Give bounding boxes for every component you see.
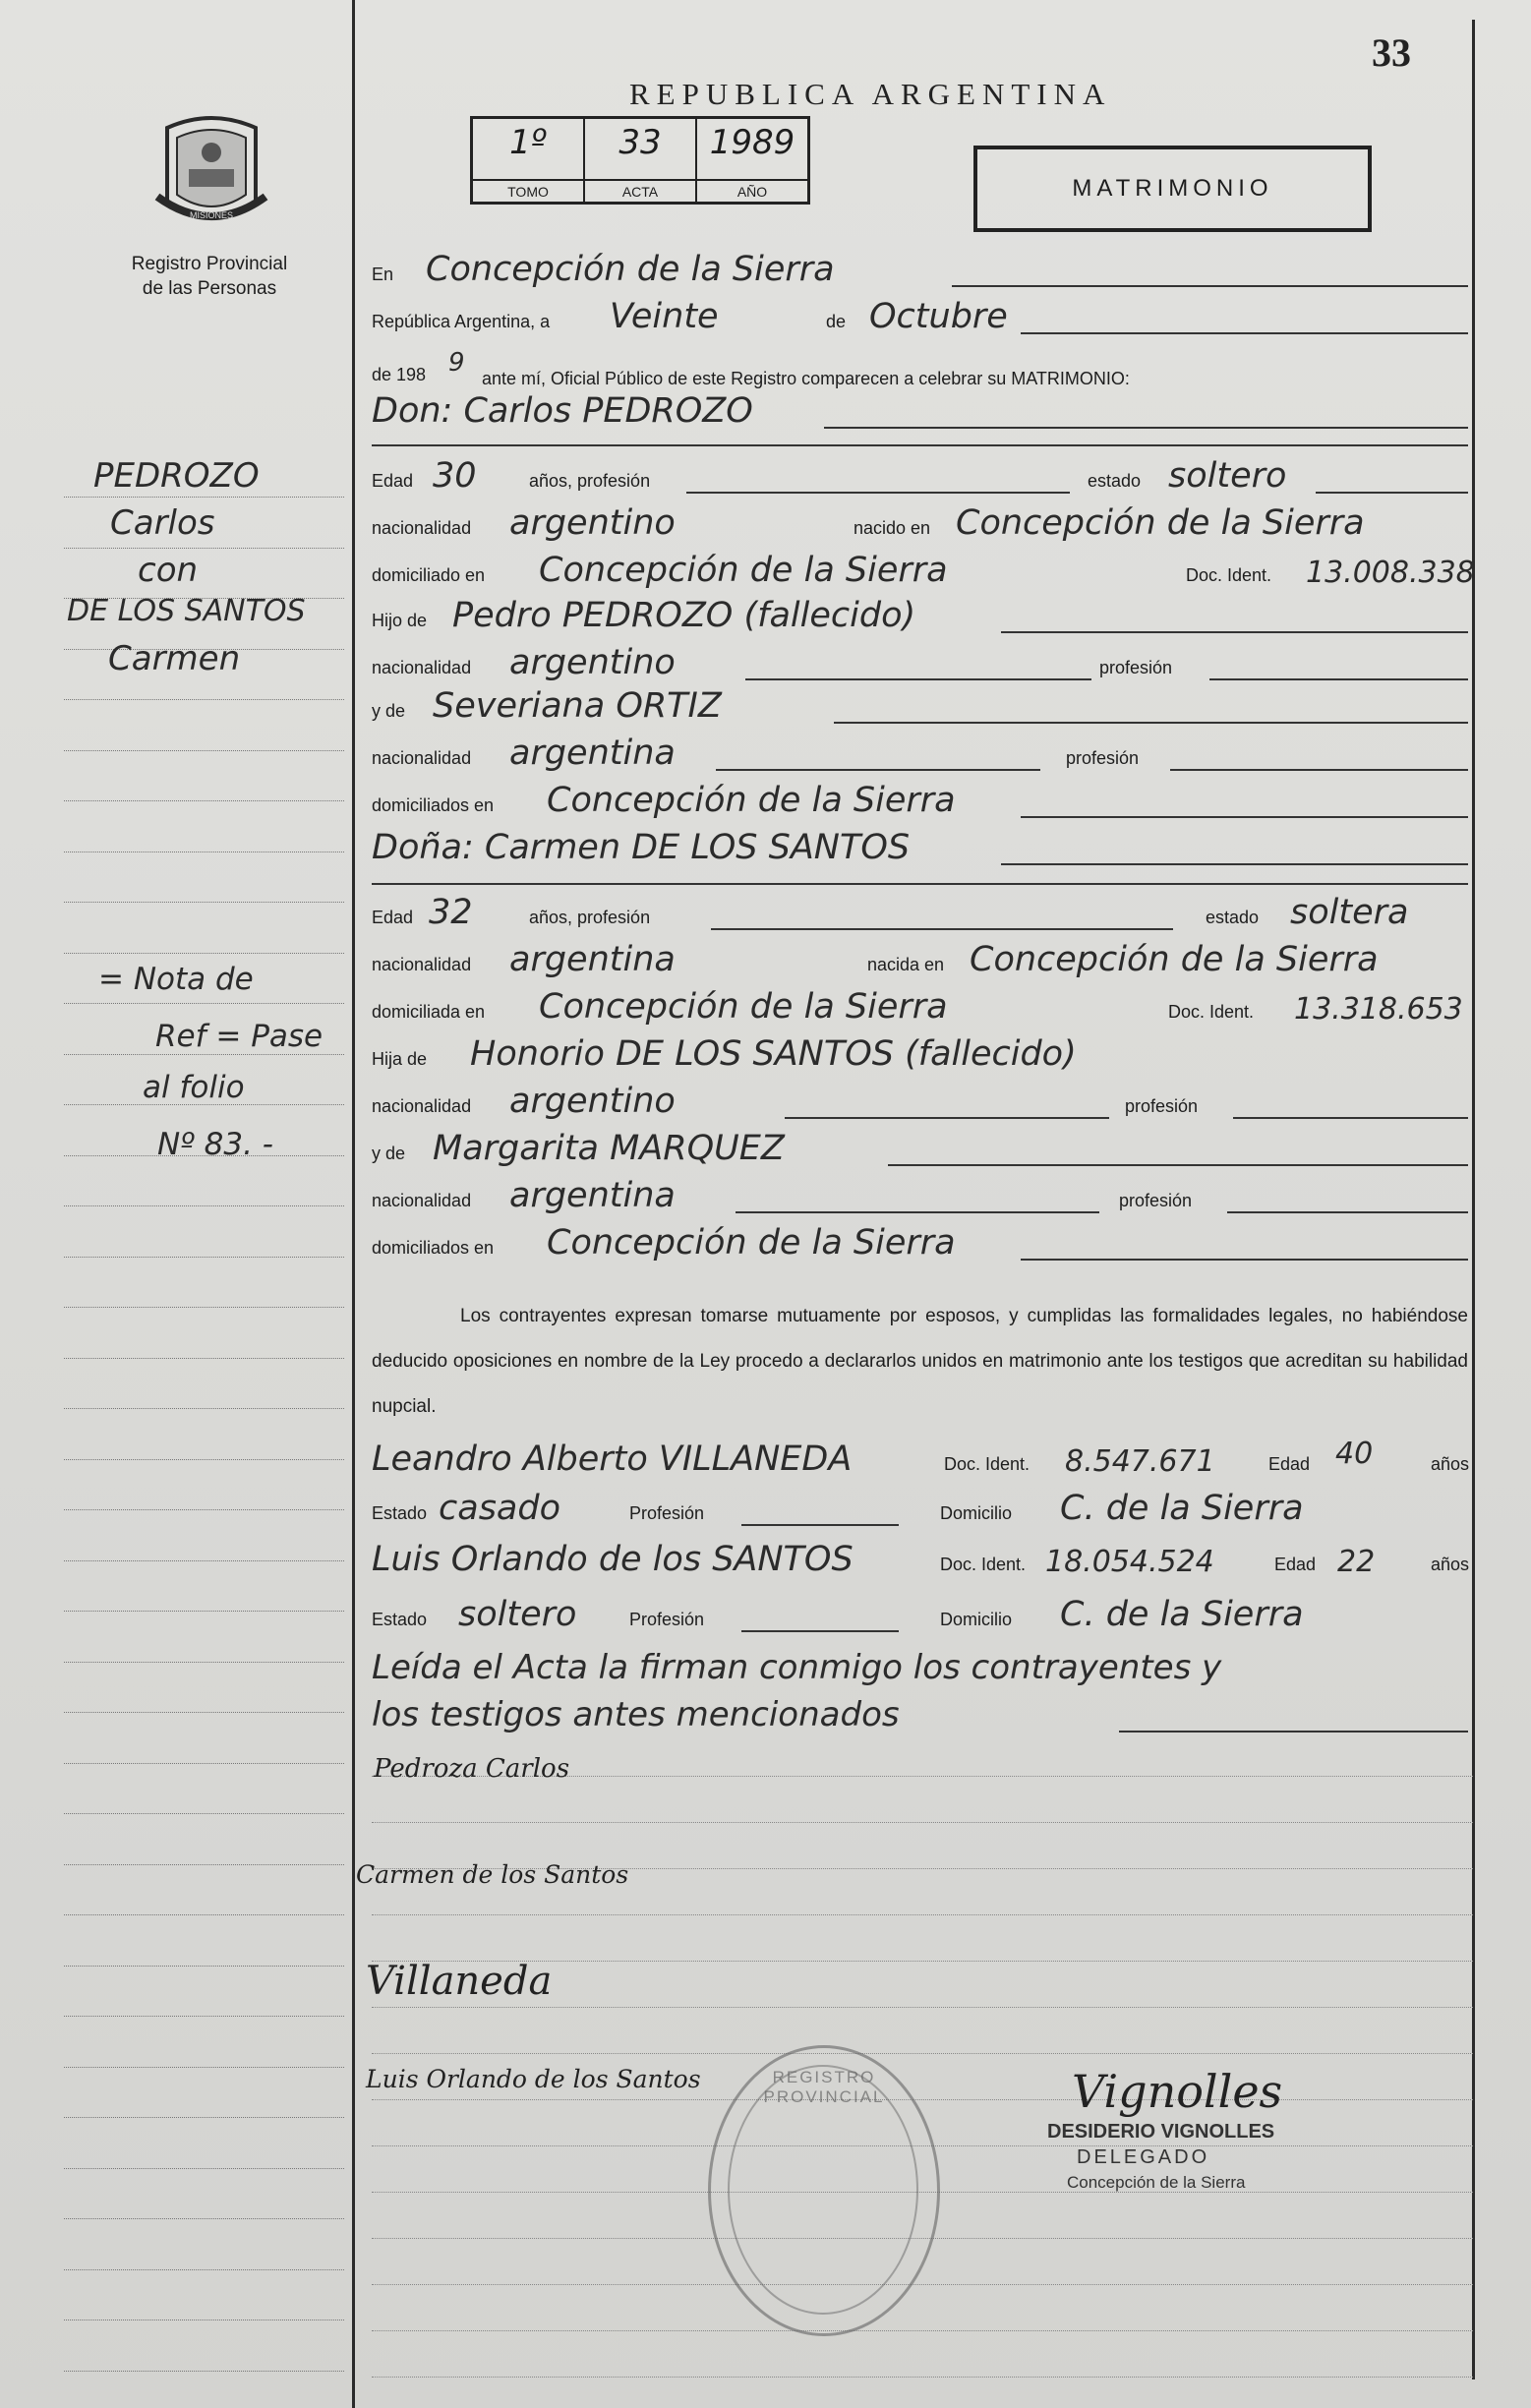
bride-mother-nat-row bbox=[372, 1170, 1468, 1217]
nacida-label: nacida en bbox=[867, 955, 945, 974]
groom-father-row bbox=[372, 590, 1468, 637]
official-name: DESIDERIO VIGNOLLES bbox=[1047, 2121, 1275, 2143]
bride-doc: 13.318.653 bbox=[1294, 992, 1463, 1027]
official-signature: Vignolles bbox=[1072, 2065, 1283, 2118]
signature-ruled-line bbox=[372, 2284, 1473, 2285]
margin-surname-bride: DE LOS SANTOS bbox=[67, 594, 306, 628]
place-value: Concepción de la Sierra bbox=[426, 250, 835, 289]
underline bbox=[1119, 1731, 1468, 1733]
signature-ruled-line bbox=[372, 2007, 1473, 2008]
place-underline bbox=[952, 285, 1468, 287]
signature-witness-1: Villaneda bbox=[366, 1959, 553, 2004]
margin-ruled-line bbox=[64, 1611, 344, 1612]
acta-label: ACTA bbox=[585, 179, 695, 200]
edad-label: Edad bbox=[1274, 1555, 1317, 1574]
witness1-doc: 8.547.671 bbox=[1065, 1444, 1215, 1479]
anio-label: AÑO bbox=[697, 179, 807, 200]
bride-age-row bbox=[372, 887, 1468, 934]
domicilio-label: Domicilio bbox=[940, 1610, 1013, 1629]
profesion-label: profesión bbox=[1099, 658, 1173, 677]
groom-father: Pedro PEDROZO (fallecido) bbox=[452, 596, 916, 635]
margin-ruled-line bbox=[64, 2218, 344, 2219]
underline bbox=[736, 1211, 1099, 1213]
doc-label: Doc. Ident. bbox=[940, 1555, 1027, 1574]
signature-ruled-line bbox=[372, 1914, 1473, 1915]
hijo-label: Hijo de bbox=[372, 611, 428, 630]
margin-ruled-line bbox=[64, 953, 344, 954]
official-role: DELEGADO bbox=[1077, 2146, 1210, 2168]
estado-label: estado bbox=[1206, 908, 1260, 927]
bride-nationality-row bbox=[372, 934, 1468, 981]
estado-label: estado bbox=[1088, 471, 1142, 491]
bride-underline bbox=[1001, 863, 1468, 865]
rule bbox=[372, 883, 1468, 885]
underline bbox=[741, 1524, 899, 1526]
margin-ruled-line bbox=[64, 800, 344, 801]
witness2-row bbox=[372, 1534, 1468, 1581]
witness2-doc: 18.054.524 bbox=[1045, 1545, 1214, 1579]
father-underline bbox=[1001, 631, 1468, 633]
groom-mother-nationality: argentina bbox=[509, 734, 676, 773]
anio-cell bbox=[697, 119, 807, 202]
groom-status: soltero bbox=[1168, 456, 1287, 496]
margin-ruled-line bbox=[64, 1864, 344, 1865]
groom-father-nat-row bbox=[372, 637, 1468, 684]
rule bbox=[372, 444, 1468, 446]
anios-label: años bbox=[1431, 1555, 1470, 1574]
registry-line-1: Registro Provincial bbox=[131, 254, 288, 274]
bride-father-nat-row bbox=[372, 1076, 1468, 1123]
edad-label: Edad bbox=[372, 908, 414, 927]
underline bbox=[834, 722, 1468, 724]
margin-ruled-line bbox=[64, 1763, 344, 1764]
margin-surname-groom: PEDROZO bbox=[93, 456, 260, 496]
tomo-cell bbox=[473, 119, 585, 202]
bride-mother-row bbox=[372, 1123, 1468, 1170]
bride-nationality: argentina bbox=[509, 940, 676, 979]
bride-parents-domicile: Concepción de la Sierra bbox=[547, 1223, 956, 1263]
margin-name-groom: Carlos bbox=[110, 503, 215, 543]
underline bbox=[741, 1630, 899, 1632]
groom-father-nationality: argentino bbox=[509, 643, 676, 682]
groom-doc: 13.008.338 bbox=[1306, 556, 1475, 590]
signature-witness-2: Luis Orlando de los Santos bbox=[366, 2065, 701, 2093]
witness1-details-row bbox=[372, 1483, 1468, 1530]
margin-ruled-line bbox=[64, 2371, 344, 2372]
margin-ruled-line bbox=[64, 1662, 344, 1663]
republica-label: República Argentina, a bbox=[372, 312, 551, 331]
signature-ruled-line bbox=[372, 2330, 1473, 2331]
margin-ruled-line bbox=[64, 750, 344, 751]
closing-row-1 bbox=[372, 1642, 1468, 1689]
right-border bbox=[1472, 20, 1475, 2379]
underline bbox=[1170, 769, 1468, 771]
date-underline bbox=[1021, 332, 1468, 334]
underline bbox=[1233, 1117, 1468, 1119]
closing-text-2: los testigos antes mencionados bbox=[372, 1695, 900, 1734]
margin-ruled-line bbox=[64, 1358, 344, 1359]
yde-label: y de bbox=[372, 701, 406, 721]
signature-ruled-line bbox=[372, 2053, 1473, 2054]
margin-note-line-2: Ref = Pase bbox=[155, 1019, 324, 1054]
underline bbox=[711, 928, 1173, 930]
margin-ruled-line bbox=[64, 1408, 344, 1409]
groom-mother-row bbox=[372, 680, 1468, 728]
groom-domicile: Concepción de la Sierra bbox=[539, 551, 948, 590]
witness2-age: 22 bbox=[1337, 1545, 1376, 1579]
groom-row bbox=[372, 385, 1468, 433]
declaration-paragraph: Los contrayentes expresan tomarse mutuamente por esposos, y cumplidas las formalidades legales, no habiéndose deducido oposiciones en nombre de la Ley procedo a declararlos unidos en matrimonio ante los testigos que acreditan su habilidad nupcial. bbox=[372, 1306, 1468, 1417]
groom-mother: Severiana ORTIZ bbox=[433, 686, 722, 726]
stamp-text: REGISTRO PROVINCIAL bbox=[763, 2068, 885, 2106]
margin-note-line-1: = Nota de bbox=[98, 962, 254, 997]
bride-status: soltera bbox=[1290, 893, 1409, 932]
bride-row bbox=[372, 822, 1468, 869]
nacionalidad-label: nacionalidad bbox=[372, 1191, 472, 1210]
acta-value: 33 bbox=[618, 123, 662, 162]
official-block bbox=[1047, 2119, 1274, 2196]
official-place: Concepción de la Sierra bbox=[1067, 2173, 1246, 2192]
year-prefix: de 198 bbox=[372, 365, 427, 384]
witness1-row bbox=[372, 1434, 1468, 1481]
bride-birthplace: Concepción de la Sierra bbox=[970, 940, 1379, 979]
underline bbox=[1021, 1259, 1468, 1261]
en-label: En bbox=[372, 264, 394, 284]
de-label: de bbox=[826, 312, 847, 331]
edad-label: Edad bbox=[372, 471, 414, 491]
groom-nationality-row bbox=[372, 498, 1468, 545]
margin-ruled-line bbox=[64, 497, 344, 498]
bride-mother: Margarita MARQUEZ bbox=[433, 1129, 785, 1168]
margin-ruled-line bbox=[64, 2269, 344, 2270]
witness2-details-row bbox=[372, 1589, 1468, 1636]
domiciliado-label: domiciliado en bbox=[372, 565, 486, 585]
groom-parents-domicile: Concepción de la Sierra bbox=[547, 781, 956, 820]
groom-age: 30 bbox=[433, 456, 477, 496]
anios-label: años, profesión bbox=[529, 471, 651, 491]
signature-groom: Pedroza Carlos bbox=[374, 1754, 570, 1784]
domiciliada-label: domiciliada en bbox=[372, 1002, 486, 1022]
domicilio-label: Domicilio bbox=[940, 1503, 1013, 1523]
status-underline bbox=[1316, 492, 1468, 494]
margin-ruled-line bbox=[64, 1813, 344, 1814]
profesion-label: Profesión bbox=[629, 1503, 705, 1523]
margin-ruled-line bbox=[64, 1509, 344, 1510]
doc-label: Doc. Ident. bbox=[944, 1454, 1030, 1474]
groom-mother-nat-row bbox=[372, 728, 1468, 775]
bride-domicile-row bbox=[372, 981, 1468, 1028]
bride-age: 32 bbox=[429, 893, 473, 932]
nacionalidad-label: nacionalidad bbox=[372, 658, 472, 677]
domiciliados-label: domiciliados en bbox=[372, 795, 495, 815]
underline bbox=[888, 1164, 1468, 1166]
underline bbox=[785, 1117, 1109, 1119]
groom-parents-domicile-row bbox=[372, 775, 1468, 822]
stamp-inner-ring bbox=[728, 2065, 918, 2315]
margin-ruled-line bbox=[64, 548, 344, 549]
page-number: 33 bbox=[1372, 30, 1411, 75]
margin-ruled-line bbox=[64, 2117, 344, 2118]
witness2-name: Luis Orlando de los SANTOS bbox=[372, 1540, 854, 1579]
bride-father: Honorio DE LOS SANTOS (fallecido) bbox=[470, 1034, 1077, 1074]
margin-ruled-line bbox=[64, 1257, 344, 1258]
province-seal-icon bbox=[147, 108, 275, 236]
margin-ruled-line bbox=[64, 1054, 344, 1055]
witness2-domicile: C. de la Sierra bbox=[1060, 1595, 1304, 1634]
nacionalidad-label: nacionalidad bbox=[372, 518, 472, 538]
seal-text: MISIONES bbox=[189, 210, 234, 220]
groom-nationality: argentino bbox=[509, 503, 676, 543]
margin-ruled-line bbox=[64, 902, 344, 903]
profesion-label: profesión bbox=[1125, 1096, 1199, 1116]
registry-line-2: de las Personas bbox=[142, 278, 277, 299]
margin-ruled-line bbox=[64, 1459, 344, 1460]
anios-label: años bbox=[1431, 1454, 1470, 1474]
margin-ruled-line bbox=[64, 1205, 344, 1206]
day-value: Veinte bbox=[610, 297, 719, 336]
nacionalidad-label: nacionalidad bbox=[372, 1096, 472, 1116]
margin-ruled-line bbox=[64, 1560, 344, 1561]
bride-father-nationality: argentino bbox=[509, 1082, 676, 1121]
tomo-label: TOMO bbox=[473, 179, 583, 200]
intro-row bbox=[372, 344, 1468, 391]
margin-ruled-line bbox=[64, 1003, 344, 1004]
place-row bbox=[372, 244, 1468, 291]
margin-note-line-4: Nº 83. - bbox=[157, 1127, 273, 1162]
margin-ruled-line bbox=[64, 1914, 344, 1915]
estado-label: Estado bbox=[372, 1503, 428, 1523]
margin-ruled-line bbox=[64, 2016, 344, 2017]
margin-ruled-line bbox=[64, 1307, 344, 1308]
profesion-label: Profesión bbox=[629, 1610, 705, 1629]
year-digit: 9 bbox=[448, 348, 465, 378]
profesion-label: profesión bbox=[1119, 1191, 1193, 1210]
margin-divider bbox=[352, 0, 355, 2408]
closing-row-2 bbox=[372, 1689, 1468, 1736]
bride-father-row bbox=[372, 1028, 1468, 1076]
domiciliados-label: domiciliados en bbox=[372, 1238, 495, 1258]
anios-label: años, profesión bbox=[529, 908, 651, 927]
margin-con: con bbox=[138, 551, 199, 590]
profesion-label: profesión bbox=[1066, 748, 1140, 768]
profession-underline bbox=[686, 492, 1070, 494]
witness1-age: 40 bbox=[1335, 1437, 1374, 1471]
month-value: Octubre bbox=[869, 297, 1008, 336]
signature-bride: Carmen de los Santos bbox=[356, 1860, 629, 1889]
underline bbox=[1227, 1211, 1468, 1213]
groom-domicile-row bbox=[372, 545, 1475, 592]
groom-age-row bbox=[372, 450, 1468, 498]
nacionalidad-label: nacionalidad bbox=[372, 955, 472, 974]
hija-label: Hija de bbox=[372, 1049, 428, 1069]
witness1-name: Leandro Alberto VILLANEDA bbox=[372, 1439, 853, 1479]
closing-text-1: Leída el Acta la firman conmigo los contrayentes y bbox=[372, 1648, 1222, 1687]
record-reference-box bbox=[470, 116, 810, 205]
date-row bbox=[372, 291, 1468, 338]
estado-label: Estado bbox=[372, 1610, 428, 1629]
groom-name: Don: Carlos PEDROZO bbox=[372, 391, 753, 431]
acta-cell bbox=[585, 119, 697, 202]
intro-text: ante mí, Oficial Público de este Registro comparecen a celebrar su MATRIMONIO: bbox=[482, 369, 1130, 388]
bride-name: Doña: Carmen DE LOS SANTOS bbox=[372, 828, 911, 867]
tomo-value: 1º bbox=[509, 123, 547, 162]
witness1-domicile: C. de la Sierra bbox=[1060, 1489, 1304, 1528]
yde-label: y de bbox=[372, 1144, 406, 1163]
margin-ruled-line bbox=[64, 2067, 344, 2068]
doc-label: Doc. Ident. bbox=[1168, 1002, 1255, 1022]
bride-domicile: Concepción de la Sierra bbox=[539, 987, 948, 1027]
margin-ruled-line bbox=[64, 1712, 344, 1713]
doc-label: Doc. Ident. bbox=[1186, 565, 1272, 585]
signature-ruled-line bbox=[372, 1822, 1473, 1823]
margin-ruled-line bbox=[64, 1966, 344, 1967]
margin-note-line-3: al folio bbox=[143, 1070, 245, 1105]
witness1-status: casado bbox=[439, 1489, 561, 1528]
margin-ruled-line bbox=[64, 2168, 344, 2169]
underline bbox=[1021, 816, 1468, 818]
margin-name-bride: Carmen bbox=[108, 639, 241, 678]
underline bbox=[716, 769, 1040, 771]
groom-birthplace: Concepción de la Sierra bbox=[956, 503, 1365, 543]
country-heading: REPUBLICA ARGENTINA bbox=[629, 77, 1112, 111]
nacionalidad-label: nacionalidad bbox=[372, 748, 472, 768]
anio-value: 1989 bbox=[709, 123, 795, 162]
record-type-box: MATRIMONIO bbox=[973, 146, 1372, 232]
edad-label: Edad bbox=[1268, 1454, 1311, 1474]
bride-parents-domicile-row bbox=[372, 1217, 1468, 1264]
signature-ruled-line bbox=[372, 2377, 1473, 2378]
bride-mother-nationality: argentina bbox=[509, 1176, 676, 1215]
registry-name bbox=[67, 252, 352, 301]
margin-ruled-line bbox=[64, 699, 344, 700]
witness2-status: soltero bbox=[458, 1595, 577, 1634]
groom-underline bbox=[824, 427, 1468, 429]
nacido-label: nacido en bbox=[854, 518, 931, 538]
